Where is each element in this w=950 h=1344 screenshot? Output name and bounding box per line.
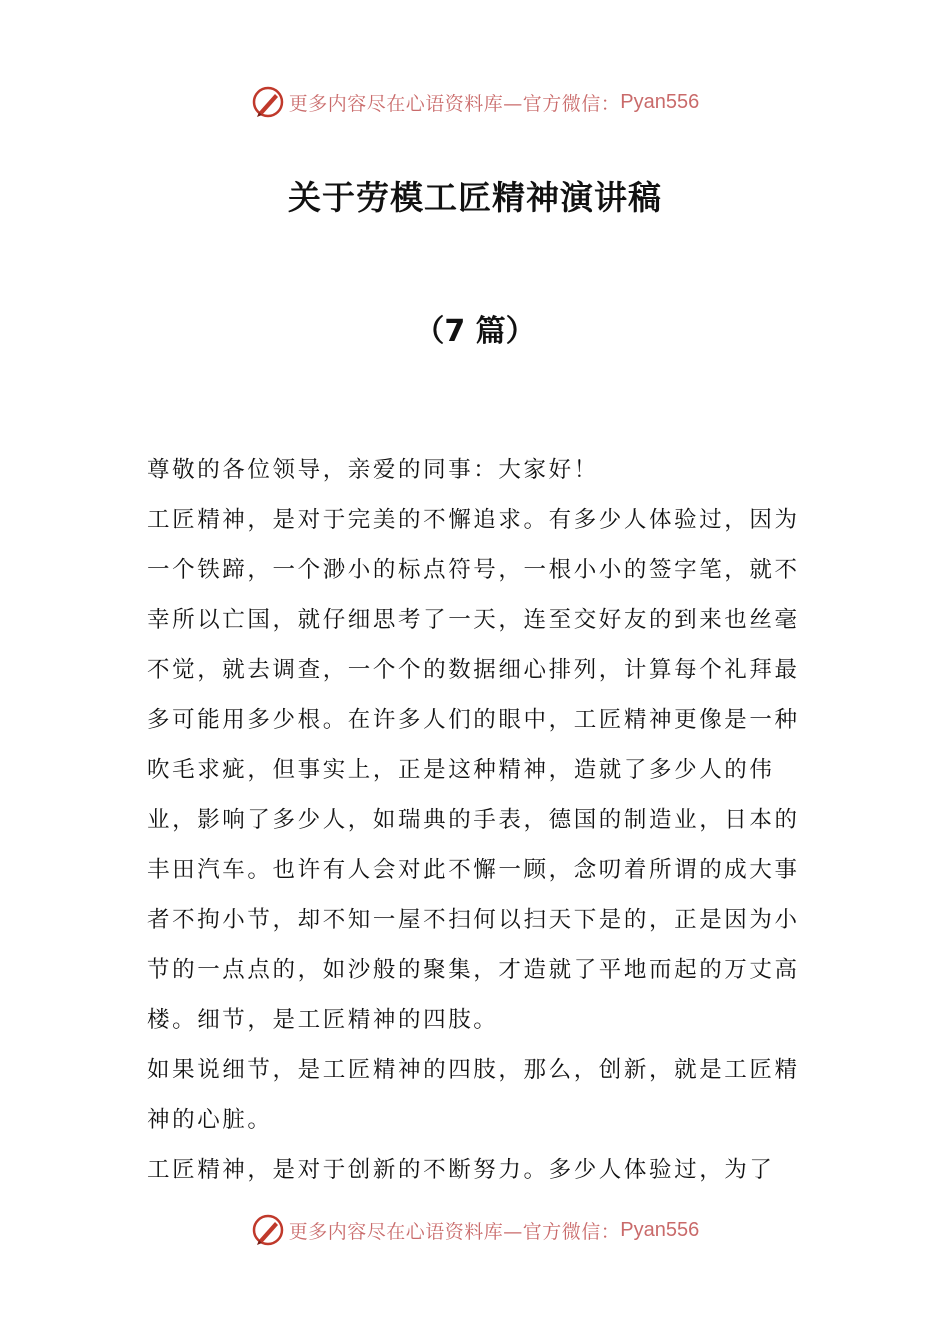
document-body bbox=[147, 445, 807, 1195]
paragraph-continued: 工匠精神，是对于创新的不断努力。多少人体验过，为了 bbox=[147, 1157, 775, 1183]
paragraph-details: 工匠精神，是对于完美的不懈追求。有多少人体验过，因为一个铁蹄，一个渺小的标点符号，一根小小的签字笔，就不幸所以亡国，就仔细思考了一天，连至交好友的到来也丝毫不觉，就去调查，一个个的数据细心排列，计算每个礼拜最多可能用多少根。在许多人们的眼中，工匠精神更像是一种吹毛求疵，但事实上，正是这种精神，造就了多少人的伟业，影响了多少人，如瑞典的手表，德国的制造业，日本的丰田汽车。也许有人会对此不懈一顾，念叨着所谓的成大事者不拘小节，却不知一屋不扫何以扫天下是的，正是因为小节的一点点的，如沙般的聚集，才造就了平地而起的万丈高楼。细节，是工匠精神的四肢。 bbox=[147, 507, 800, 1033]
banner-text: 更多内容尽在心语资料库—官方微信： bbox=[288, 92, 621, 115]
paragraph-innovation: 如果说细节，是工匠精神的四肢，那么，创新，就是工匠精神的心脏。 bbox=[147, 1057, 800, 1133]
wechat-id: Pyan556 bbox=[620, 90, 700, 113]
footer-banner bbox=[0, 1210, 950, 1250]
document-subtitle: （7 篇） bbox=[414, 314, 536, 349]
document-title: 关于劳模工匠精神演讲稿 bbox=[288, 178, 662, 217]
pen-logo-icon bbox=[251, 85, 285, 119]
wechat-id: Pyan556 bbox=[620, 1218, 700, 1241]
pen-logo-icon bbox=[251, 1213, 285, 1247]
header-banner bbox=[0, 82, 950, 122]
banner-text: 更多内容尽在心语资料库—官方微信： bbox=[288, 1220, 621, 1243]
paragraph-greeting: 尊敬的各位领导，亲爱的同事：大家好！ bbox=[147, 457, 599, 483]
